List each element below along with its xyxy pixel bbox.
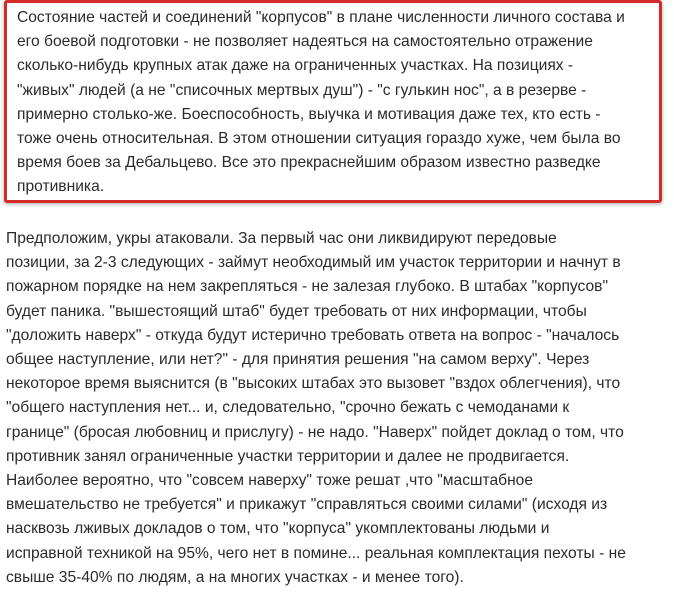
quote-paragraph: Состояние частей и соединений "корпусов" в плане численности личного состава и его боевой подготовки - не позволяет надеяться на самостоятельно отражение сколько-нибудь крупных атак даже на ограниченных участках. На позициях - "живых" людей (а не "списочных мертвых душ") - "с гулькин нос", а в резерве - примерно столько-же. Боеспособность, выучка и мотивация даже тех, кто есть - тоже очень относительная. В этом отношении ситуация гораздо хуже, чем была во время боев за Дебальцево. Все это прекраснейшим образом известно разведке противника. <box>17 9 625 196</box>
body-paragraph: Предположим, укры атаковали. За первый час они ликвидируют передовые позиции, за 2-3 следующих - займут необходимый им участок территории и начнут в пожарном порядке на нем закрепляться - не залезая глубоко. В штабах "корпусов" будет паника. "вышестоящий штаб" будет требовать от них информации, чтобы "доложить наверх" - откуда будут истерично требовать ответа на вопрос - "началось общее наступление, или нет?" - для принятия решения "на самом верху". Через некоторое время выяснится (в "высоких штабах это вызовет "вздох облегчения), что "общего наступления нет... и, следовательно, "срочно бежать с чемоданами к границе" (бросая любовниц и прислугу) - не надо. "Наверх" пойдет доклад о том, что противник занял ограниченные участки территории и далее не продвигается. Наиболее вероятно, что "совсем наверху" тоже решат ,что "масштабное вмешательство не требуется" и прикажут "справляться своими силами" (исходя из насквозь лживых докладов о том, что "корпуса" укомплектованы людьми и исправной техникой на 95%, чего нет в помине... реальная комплектация пехоты - не свыше 35-40% по людям, а на многих участках - и менее того). <box>6 230 626 586</box>
highlighted-quote-box <box>4 0 662 203</box>
